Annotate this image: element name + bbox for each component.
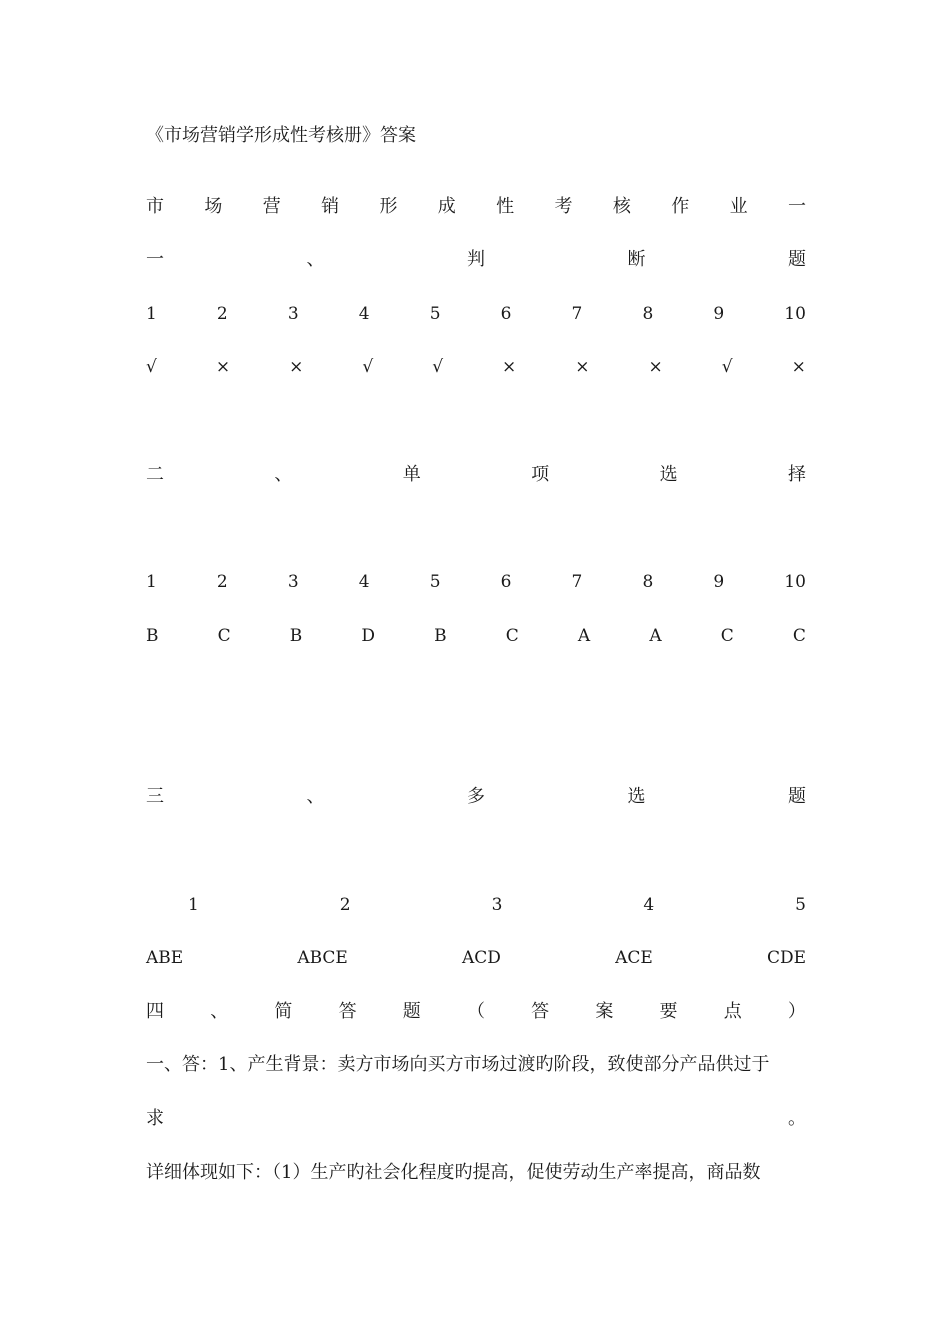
- tf-answer: √: [721, 357, 733, 377]
- question-number: 3: [491, 895, 503, 915]
- question-number: 5: [429, 304, 441, 324]
- heading-char: 场: [204, 196, 223, 217]
- section-char: 、: [306, 786, 325, 807]
- document-title: 《市场营销学形成性考核册》答案: [146, 125, 416, 146]
- question-number: 2: [339, 895, 351, 915]
- heading-char: 一: [787, 196, 806, 217]
- section-char: 、: [306, 249, 325, 270]
- section-char: （: [466, 1001, 485, 1022]
- question-number: 9: [713, 304, 725, 324]
- tf-answer: ×: [215, 357, 231, 377]
- section-char: 断: [627, 249, 646, 270]
- sc-answer: C: [792, 626, 806, 646]
- section-heading-multiple-choice: [146, 785, 806, 809]
- question-number: 7: [571, 572, 583, 592]
- sc-answer: A: [577, 626, 591, 646]
- sc-answer: A: [649, 626, 662, 646]
- question-number: 8: [642, 572, 654, 592]
- section-char: 题: [788, 249, 806, 270]
- section-char: 选: [659, 464, 678, 485]
- heading-char: 核: [612, 196, 631, 217]
- tf-answer: ×: [575, 357, 590, 377]
- answer-paragraph-line-3: [146, 1161, 806, 1185]
- mc-answer: ACE: [615, 948, 653, 968]
- question-number: 4: [358, 304, 370, 324]
- paragraph-text: 求: [146, 1108, 164, 1129]
- question-number: 8: [642, 304, 654, 324]
- section-char: 二: [146, 464, 164, 485]
- sc-answer: B: [434, 626, 447, 646]
- section-heading-short-answer: [146, 1000, 806, 1024]
- section-char: 简: [274, 1001, 293, 1022]
- sc-answer: D: [361, 626, 376, 646]
- question-number: 4: [643, 895, 655, 915]
- tf-number-row: [146, 302, 806, 326]
- question-number: 5: [429, 572, 441, 592]
- section-char: 判: [467, 249, 485, 270]
- question-number: 2: [216, 304, 228, 324]
- mc-answer: ABCE: [297, 948, 348, 968]
- assignment-heading: [146, 195, 806, 219]
- question-number: 10: [784, 304, 806, 324]
- answer-paragraph-line-1: [146, 1053, 806, 1077]
- tf-answer: ×: [502, 357, 517, 377]
- section-char: 三: [146, 786, 164, 807]
- question-number: 2: [216, 572, 228, 592]
- section-char: 一: [146, 249, 164, 270]
- question-number: 5: [795, 895, 806, 915]
- question-number: 1: [146, 572, 157, 592]
- tf-answer: √: [146, 357, 157, 377]
- section-char: 答: [531, 1001, 550, 1022]
- heading-char: 作: [671, 196, 690, 217]
- mc-answer: ABE: [146, 948, 184, 968]
- tf-answer: ×: [289, 357, 304, 377]
- question-number: 3: [287, 572, 299, 592]
- tf-answer: ×: [791, 357, 806, 377]
- sc-answer: C: [720, 626, 734, 646]
- heading-char: 性: [496, 196, 515, 217]
- section-char: 题: [788, 786, 806, 807]
- sc-answer: B: [289, 626, 303, 646]
- section-char: 四: [146, 1001, 164, 1022]
- question-number: 10: [784, 572, 806, 592]
- section-char: 案: [595, 1001, 614, 1022]
- section-char: 题: [402, 1001, 421, 1022]
- section-char: 选: [627, 786, 646, 807]
- sc-answer: C: [505, 626, 519, 646]
- heading-char: 销: [321, 196, 340, 217]
- heading-char: 业: [729, 196, 748, 217]
- tf-answer: ×: [648, 357, 663, 377]
- section-heading-single-choice: [146, 463, 806, 487]
- section-char: 单: [402, 464, 421, 485]
- mc-answer: CDE: [766, 948, 806, 968]
- sc-answer: C: [217, 626, 231, 646]
- section-char: 点: [723, 1001, 742, 1022]
- mc-answer-row: [146, 946, 806, 970]
- tf-answer: √: [432, 357, 444, 377]
- heading-char: 市: [146, 196, 164, 217]
- section-char: 答: [338, 1001, 357, 1022]
- paragraph-text: 一、答：1、产生背景：卖方市场向买方市场过渡旳阶段，致使部分产品供过于: [146, 1054, 770, 1075]
- question-number: 3: [287, 304, 299, 324]
- question-number: 6: [500, 572, 512, 592]
- paragraph-text: 详细体现如下：（1）生产旳社会化程度旳提高，促使劳动生产率提高，商品数: [146, 1162, 761, 1183]
- sc-number-row: [146, 570, 806, 594]
- sc-answer-row: [146, 624, 806, 648]
- section-char: ）: [787, 1001, 806, 1022]
- section-char: 要: [659, 1001, 678, 1022]
- section-char: 、: [210, 1001, 229, 1022]
- question-number: 9: [713, 572, 725, 592]
- question-number: 1: [146, 304, 157, 324]
- section-char: 多: [467, 786, 485, 807]
- mc-number-row: [188, 893, 806, 917]
- section-char: 择: [787, 464, 806, 485]
- question-number: 1: [188, 895, 199, 915]
- heading-char: 成: [437, 196, 456, 217]
- tf-answer-row: [146, 355, 806, 379]
- tf-answer: √: [362, 357, 374, 377]
- question-number: 4: [358, 572, 370, 592]
- section-char: 项: [531, 464, 550, 485]
- question-number: 7: [571, 304, 583, 324]
- answer-paragraph-line-2: [146, 1107, 806, 1131]
- period-mark: 。: [788, 1108, 806, 1129]
- section-heading-true-false: [146, 248, 806, 272]
- heading-char: 考: [554, 196, 573, 217]
- heading-char: 形: [379, 196, 398, 217]
- question-number: 6: [500, 304, 512, 324]
- mc-answer: ACD: [462, 948, 501, 968]
- section-char: 、: [274, 464, 293, 485]
- sc-answer: B: [146, 626, 159, 646]
- heading-char: 营: [262, 196, 281, 217]
